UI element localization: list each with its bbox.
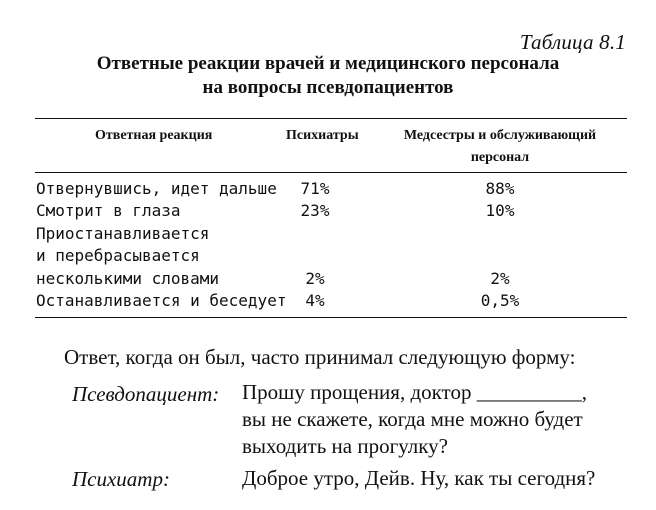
table-cell-nurses: 0,5% — [480, 291, 520, 310]
column-header-nurses: Медсестры и обслуживающий персонал — [403, 128, 597, 165]
table-cell-response: Приостанавливается — [36, 224, 210, 243]
table-cell-response: Отвернувшись, идет дальше — [36, 179, 277, 198]
table-bottom-rule — [35, 317, 627, 318]
dialogue-line: Доброе утро, Дейв. Ну, как ты сегодня? — [242, 466, 596, 490]
table-title-line-2: на вопросы псевдопациентов — [202, 77, 454, 98]
dialogue-speaker: Психиатр: — [72, 467, 170, 491]
column-header-psychiatrists: Психиатры — [286, 128, 359, 143]
table-cell-response: и перебрасывается — [36, 246, 200, 265]
table-cell-response: Останавливается и беседует — [36, 291, 287, 310]
table-top-rule — [35, 118, 627, 119]
table-title-line-1: Ответные реакции врачей и медицинского персонала — [96, 53, 560, 74]
table-cell-response: Смотрит в глаза — [36, 201, 181, 220]
table-cell-response: несколькими словами — [36, 269, 220, 288]
dialogue-speaker: Псевдопациент: — [72, 382, 220, 406]
table-cell-psychiatrists: 2% — [305, 269, 325, 288]
table-cell-psychiatrists: 4% — [305, 291, 325, 310]
column-header-response: Ответная реакция — [95, 128, 213, 143]
intro-paragraph: Ответ, когда он был, часто принимал следующую форму: — [64, 345, 576, 369]
table-cell-nurses: 88% — [485, 179, 515, 198]
table-cell-psychiatrists: 71% — [300, 179, 330, 198]
table-cell-nurses: 2% — [490, 269, 510, 288]
dialogue-line: Прошу прощения, доктор __________, вы не скажете, когда мне можно будет выходить на прогулку? — [242, 380, 587, 458]
table-cell-nurses: 10% — [485, 201, 515, 220]
table-cell-psychiatrists: 23% — [300, 201, 330, 220]
table-caption: Таблица 8.1 — [519, 30, 626, 54]
table-header-rule — [35, 172, 627, 173]
